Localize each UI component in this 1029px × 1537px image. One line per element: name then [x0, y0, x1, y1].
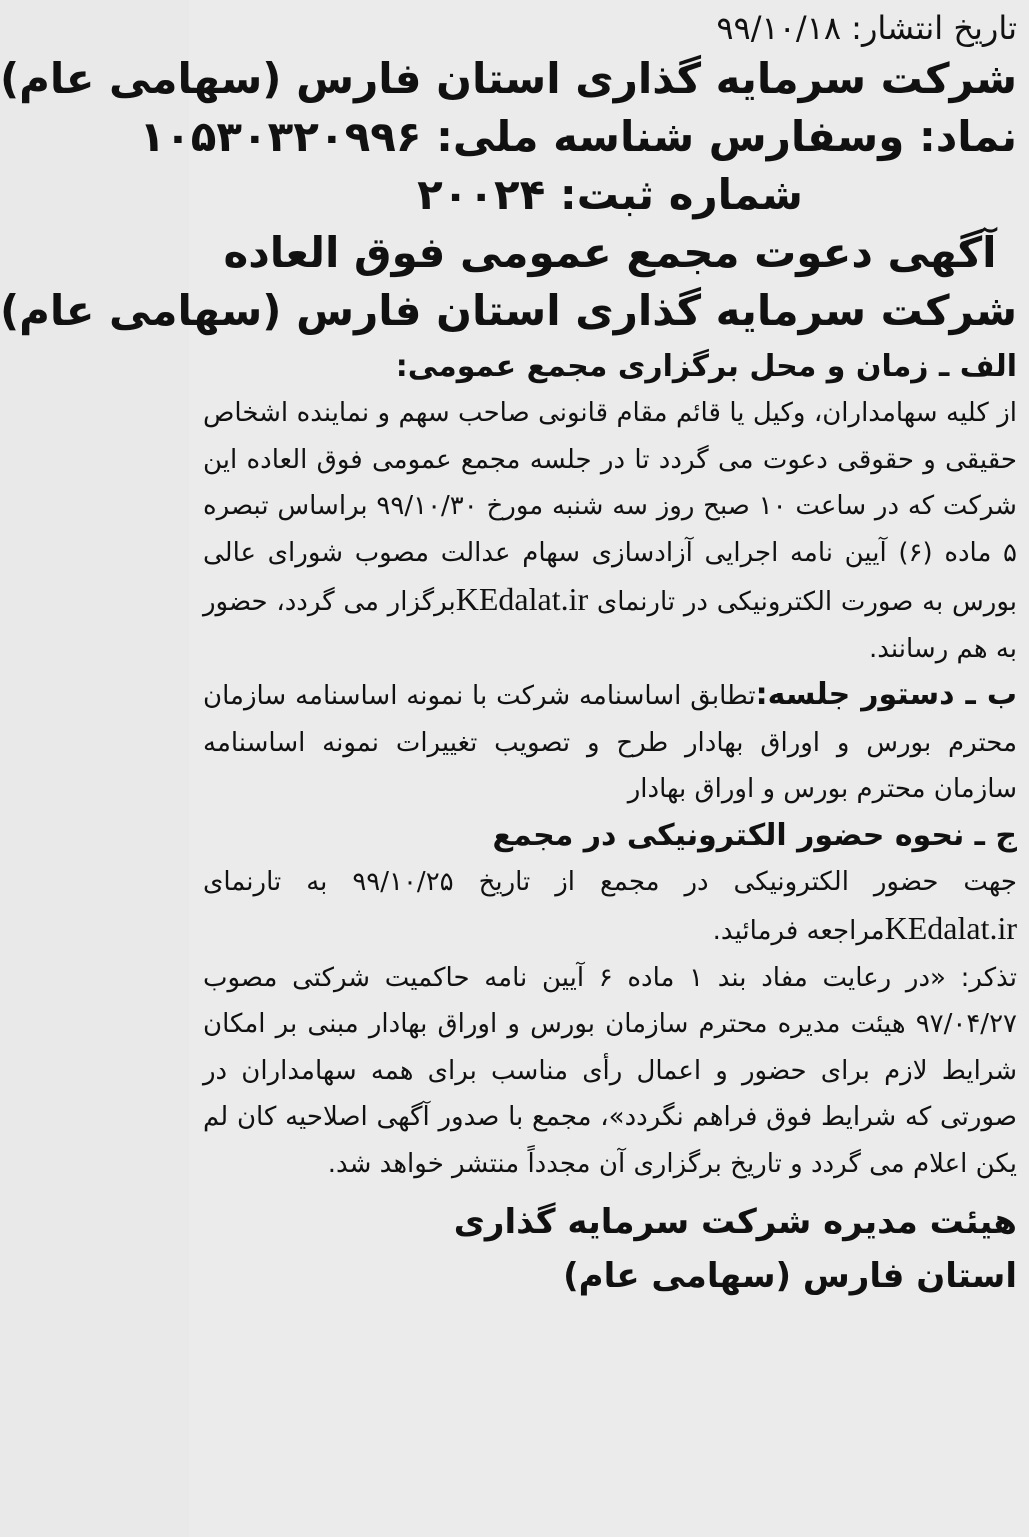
notice-title: آگهی دعوت مجمع عمومی فوق العاده	[223, 228, 997, 277]
section-a-tail: برگزار می گردد، حضور به هم رسانند.	[203, 587, 1017, 664]
section-a-text	[203, 390, 1017, 672]
publication-date: تاریخ انتشار: ۹۹/۱۰/۱۸	[716, 9, 1017, 47]
note-text: تذکر: «در رعایت مفاد بند ۱ ماده ۶ آیین نامه حاکمیت شرکتی مصوب ۹۷/۰۴/۲۷ هیئت مدیره محترم سازمان بورس و اوراق بهادار مبنی بر امکان شرایط لازم برای حضور و اعمال رأی مناسب برای همه سهامداران در صورتی که شرایط فوق فراهم نگردد»، مجمع با صدور آگهی اصلاحیه کان لم یکن اعلام می گردد و تاریخ برگزاری آن مجدداً منتشر خواهد شد.	[203, 962, 1017, 1179]
section-c-tail: مراجعه فرمائید.	[712, 916, 885, 946]
registration-number: شماره ثبت: ۲۰۰۲۴	[417, 170, 803, 219]
signature-block	[203, 1195, 1017, 1303]
notice-header	[0, 50, 1017, 340]
section-b-title: ب ـ دستور جلسه:	[755, 677, 1017, 712]
signature-line-1: هیئت مدیره شرکت سرمایه گذاری	[453, 1202, 1017, 1242]
section-a-body: از کلیه سهامداران، وکیل یا قائم مقام قانونی صاحب سهم و نماینده اشخاص حقیقی و حقوقی دعوت می گردد تا در جلسه مجمع عمومی فوق العاده این شرکت که در ساعت ۱۰ صبح روز سه شنبه مورخ ۹۹/۱۰/۳۰ براساس تبصره ۵ ماده (۶) آیین نامه اجرایی آزادسازی سهام عدالت مصوب شورای عالی بورس به صورت الکترونیکی در تارنمای	[203, 398, 1017, 617]
section-b-text	[203, 672, 1017, 813]
signature-line-2: استان فارس (سهامی عام)	[563, 1256, 1017, 1296]
company-name-repeat: شرکت سرمایه گذاری استان فارس (سهامی عام)	[0, 286, 1017, 335]
section-c-site-link[interactable]: KEdalat.ir	[884, 910, 1017, 946]
section-c-body: جهت حضور الکترونیکی در مجمع از تاریخ ۹۹/۱۰/۲۵ به تارنمای	[203, 866, 1017, 897]
section-a-site-link[interactable]: KEdalat.ir	[455, 581, 589, 617]
section-a-title: الف ـ زمان و محل برگزاری مجمع عمومی:	[395, 349, 1017, 384]
section-c-title: ج ـ نحوه حضور الکترونیکی در مجمع	[492, 817, 1017, 853]
symbol-national-id: نماد: وسفارس شناسه ملی: ۱۰۵۳۰۳۲۰۹۹۶	[139, 112, 1017, 161]
company-name: شرکت سرمایه گذاری استان فارس (سهامی عام)	[0, 54, 1017, 103]
section-c-text	[203, 859, 1017, 955]
section-b-body: تطابق اساسنامه شرکت با نمونه اساسنامه سازمان محترم بورس و اوراق بهادار طرح و تصویب تغییرات نمونه اساسنامه سازمان محترم بورس و اوراق بهادار	[203, 681, 1017, 804]
